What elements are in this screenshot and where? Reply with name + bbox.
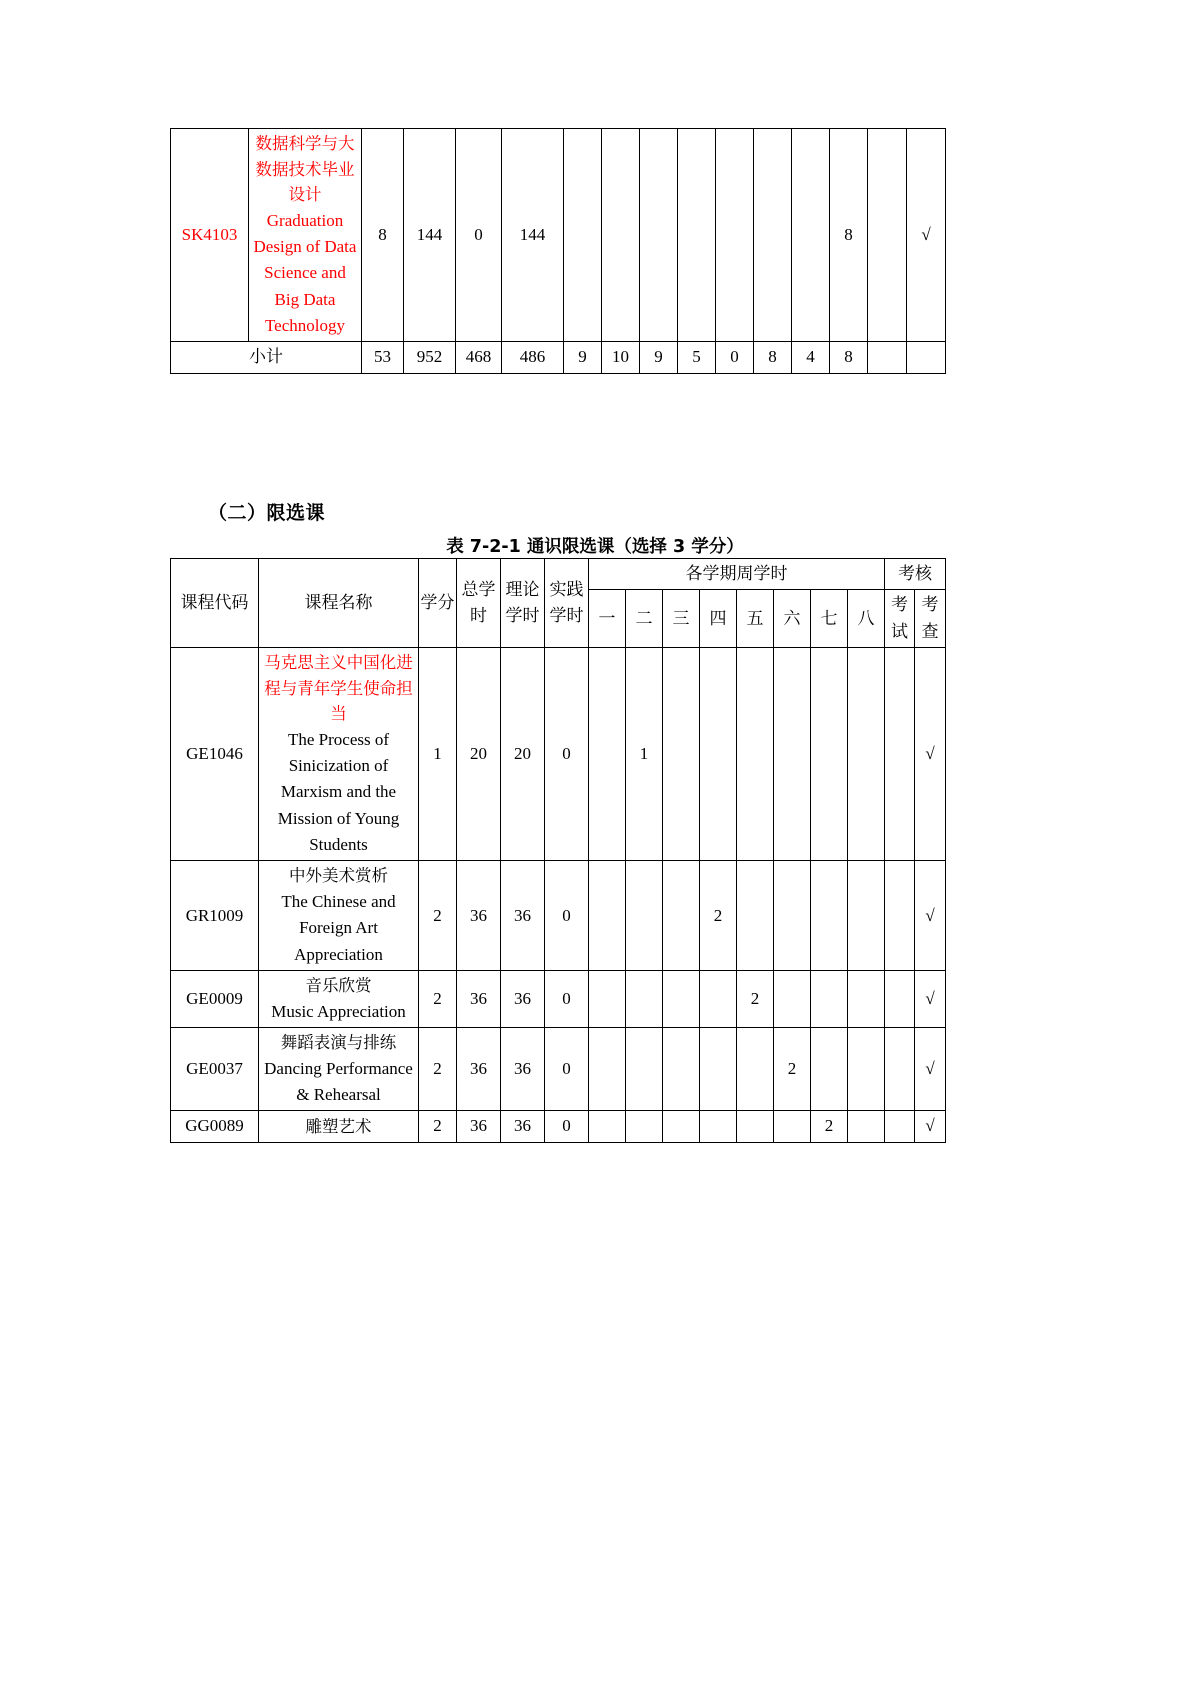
course-name-en: Dancing Performance & Rehearsal <box>264 1058 413 1104</box>
term-3 <box>640 129 678 342</box>
term-2: 1 <box>626 648 663 861</box>
course-name <box>259 971 419 1028</box>
exam-mark <box>885 1027 915 1110</box>
table-row <box>171 129 946 342</box>
course-code: SK4103 <box>171 129 249 342</box>
header-assessment-group: 考核 <box>885 559 946 590</box>
term-4 <box>700 971 737 1028</box>
course-theory-hours: 0 <box>456 129 502 342</box>
exam-mark <box>885 861 915 971</box>
course-theory-hours: 36 <box>501 971 545 1028</box>
course-theory-hours: 36 <box>501 1027 545 1110</box>
term-6 <box>774 861 811 971</box>
course-credits: 8 <box>362 129 404 342</box>
header-exam: 考试 <box>885 590 915 648</box>
course-credits: 1 <box>419 648 457 861</box>
header-term-5: 五 <box>737 590 774 648</box>
course-theory-hours: 20 <box>501 648 545 861</box>
exam-mark <box>885 648 915 861</box>
subtotal-term-5: 0 <box>716 342 754 373</box>
term-1 <box>589 861 626 971</box>
course-total-hours: 36 <box>457 1111 501 1142</box>
term-7 <box>811 1027 848 1110</box>
term-1 <box>589 1027 626 1110</box>
section-heading: （二）限选课 <box>208 502 326 524</box>
term-4 <box>700 1111 737 1142</box>
subtotal-term-7: 4 <box>792 342 830 373</box>
table-row <box>171 971 946 1028</box>
term-7: 2 <box>811 1111 848 1142</box>
subtotal-term-2: 10 <box>602 342 640 373</box>
header-term-3: 三 <box>663 590 700 648</box>
course-name-cn: 音乐欣赏 <box>305 976 372 996</box>
header-term-2: 二 <box>626 590 663 648</box>
curriculum-table-continued <box>170 128 946 374</box>
subtotal-practice-hours: 486 <box>502 342 564 373</box>
header-term-8: 八 <box>848 590 885 648</box>
course-practice-hours: 0 <box>545 648 589 861</box>
table-row <box>171 1111 946 1142</box>
course-code: GE0037 <box>171 1027 259 1110</box>
term-2 <box>626 1027 663 1110</box>
course-practice-hours: 0 <box>545 861 589 971</box>
subtotal-theory-hours: 468 <box>456 342 502 373</box>
term-2 <box>626 861 663 971</box>
term-6 <box>774 971 811 1028</box>
assess-mark: √ <box>915 1027 946 1110</box>
term-5 <box>737 648 774 861</box>
course-credits: 2 <box>419 861 457 971</box>
course-total-hours: 36 <box>457 1027 501 1110</box>
course-name-cn: 中外美术赏析 <box>289 866 388 886</box>
term-3 <box>663 861 700 971</box>
term-8 <box>848 648 885 861</box>
term-5: 2 <box>737 971 774 1028</box>
course-name-en: Music Appreciation <box>271 1001 406 1021</box>
term-1 <box>589 1111 626 1142</box>
header-total-hours: 总学时 <box>457 559 501 648</box>
course-name-cn: 雕塑艺术 <box>305 1116 372 1136</box>
term-5 <box>737 861 774 971</box>
subtotal-term-6: 8 <box>754 342 792 373</box>
table-caption: 表 7-2-1 通识限选课（选择 3 学分） <box>446 537 744 557</box>
term-4 <box>700 1027 737 1110</box>
table-row <box>171 648 946 861</box>
term-5 <box>737 1111 774 1142</box>
course-name <box>259 861 419 971</box>
course-theory-hours: 36 <box>501 1111 545 1142</box>
course-code: GE1046 <box>171 648 259 861</box>
assess-mark: √ <box>915 861 946 971</box>
assess-mark: √ <box>915 1111 946 1142</box>
table-row <box>171 1027 946 1110</box>
subtotal-credits: 53 <box>362 342 404 373</box>
subtotal-assess <box>907 342 946 373</box>
header-term-4: 四 <box>700 590 737 648</box>
table-row <box>171 861 946 971</box>
course-total-hours: 20 <box>457 648 501 861</box>
course-code: GG0089 <box>171 1111 259 1142</box>
header-theory-hours: 理论学时 <box>501 559 545 648</box>
course-name-en: The Process of Sinicization of Marxism and the Mission of Young Students <box>277 729 400 855</box>
subtotal-term-4: 5 <box>678 342 716 373</box>
term-4 <box>700 648 737 861</box>
subtotal-term-3: 9 <box>640 342 678 373</box>
subtotal-term-1: 9 <box>564 342 602 373</box>
exam-mark <box>885 1111 915 1142</box>
subtotal-label: 小计 <box>171 342 362 373</box>
term-8: 8 <box>830 129 868 342</box>
term-8 <box>848 971 885 1028</box>
course-credits: 2 <box>419 971 457 1028</box>
term-6 <box>754 129 792 342</box>
course-name <box>249 129 362 342</box>
term-5 <box>737 1027 774 1110</box>
term-7 <box>811 648 848 861</box>
course-name-cn: 数据科学与大数据技术毕业设计 <box>255 134 355 205</box>
term-2 <box>602 129 640 342</box>
term-1 <box>589 971 626 1028</box>
table-header-row-1 <box>171 559 946 590</box>
course-name-en: The Chinese and Foreign Art Appreciation <box>281 892 396 964</box>
course-total-hours: 36 <box>457 971 501 1028</box>
term-6: 2 <box>774 1027 811 1110</box>
term-8 <box>848 1027 885 1110</box>
assess-mark: √ <box>907 129 946 342</box>
term-2 <box>626 1111 663 1142</box>
assess-mark: √ <box>915 971 946 1028</box>
course-code: GR1009 <box>171 861 259 971</box>
course-total-hours: 144 <box>404 129 456 342</box>
course-name-en: Graduation Design of Data Science and Big Data Technology <box>253 210 357 336</box>
term-8 <box>848 1111 885 1142</box>
course-name <box>259 1027 419 1110</box>
subtotal-total-hours: 952 <box>404 342 456 373</box>
course-practice-hours: 144 <box>502 129 564 342</box>
subtotal-term-8: 8 <box>830 342 868 373</box>
term-6 <box>774 648 811 861</box>
header-term-1: 一 <box>589 590 626 648</box>
term-2 <box>626 971 663 1028</box>
term-5 <box>716 129 754 342</box>
header-term-6: 六 <box>774 590 811 648</box>
course-code: GE0009 <box>171 971 259 1028</box>
term-3 <box>663 971 700 1028</box>
exam-mark <box>868 129 907 342</box>
subtotal-exam <box>868 342 907 373</box>
exam-mark <box>885 971 915 1028</box>
course-theory-hours: 36 <box>501 861 545 971</box>
term-3 <box>663 1027 700 1110</box>
course-practice-hours: 0 <box>545 1027 589 1110</box>
header-practice-hours: 实践学时 <box>545 559 589 648</box>
term-7 <box>811 971 848 1028</box>
header-course-name: 课程名称 <box>259 559 419 648</box>
course-practice-hours: 0 <box>545 1111 589 1142</box>
term-1 <box>564 129 602 342</box>
course-credits: 2 <box>419 1027 457 1110</box>
term-7 <box>811 861 848 971</box>
term-6 <box>774 1111 811 1142</box>
course-name <box>259 648 419 861</box>
assess-mark: √ <box>915 648 946 861</box>
course-name-cn: 马克思主义中国化进程与青年学生使命担当 <box>264 653 413 724</box>
term-4: 2 <box>700 861 737 971</box>
term-4 <box>678 129 716 342</box>
term-3 <box>663 648 700 861</box>
term-7 <box>792 129 830 342</box>
header-term-7: 七 <box>811 590 848 648</box>
header-terms-group: 各学期周学时 <box>589 559 885 590</box>
term-3 <box>663 1111 700 1142</box>
general-elective-table <box>170 558 946 1143</box>
header-course-code: 课程代码 <box>171 559 259 648</box>
course-total-hours: 36 <box>457 861 501 971</box>
course-name-cn: 舞蹈表演与排练 <box>280 1032 397 1052</box>
table-subtotal-row <box>171 342 946 373</box>
course-practice-hours: 0 <box>545 971 589 1028</box>
header-assess: 考查 <box>915 590 946 648</box>
course-credits: 2 <box>419 1111 457 1142</box>
term-1 <box>589 648 626 861</box>
course-name <box>259 1111 419 1142</box>
header-credits: 学分 <box>419 559 457 648</box>
term-8 <box>848 861 885 971</box>
